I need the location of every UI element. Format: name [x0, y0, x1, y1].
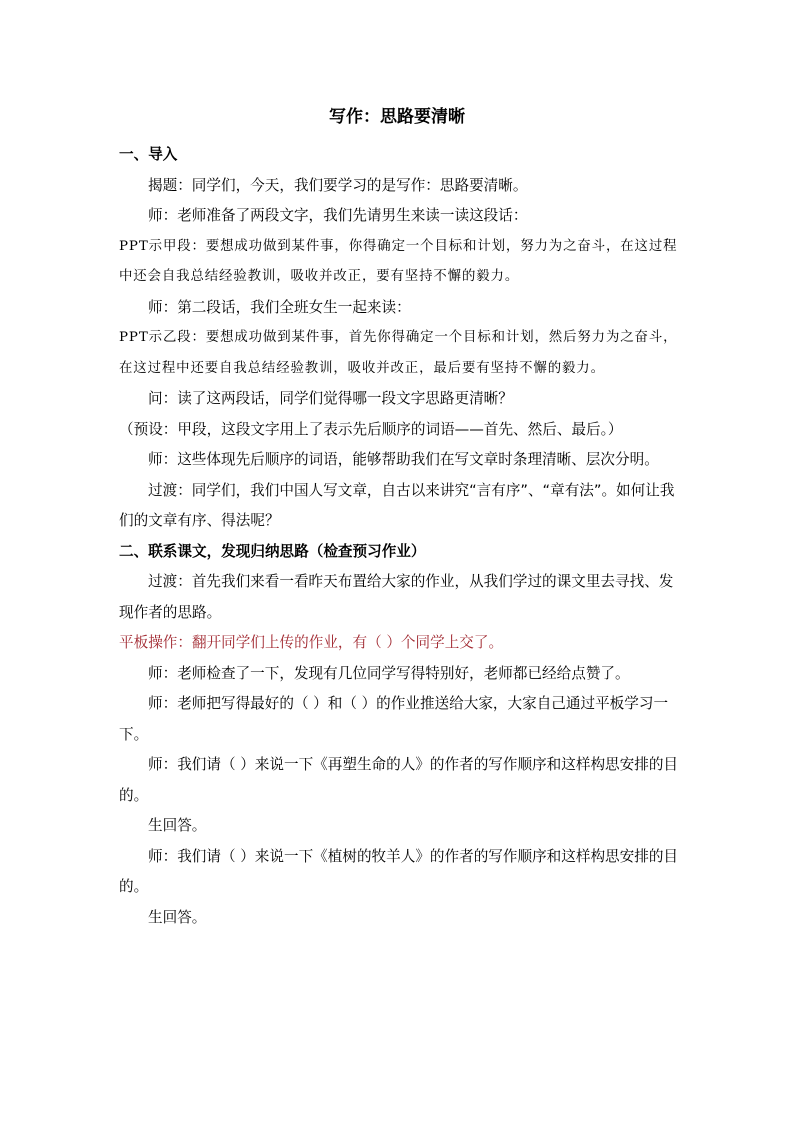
paragraph: 揭题：同学们，今天，我们要学习的是写作：思路要清晰。	[148, 176, 528, 194]
section-heading-intro: 一、导入	[119, 146, 178, 163]
paragraph: 过渡：同学们，我们中国人写文章，自古以来讲究“言有序”、“章有法”。如何让我们的文章有序、得法呢？	[119, 481, 675, 529]
paragraph-preset: （预设：甲段，这段文字用上了表示先后顺序的词语——首先、然后、最后。）	[119, 420, 623, 438]
paragraph: 生回答。	[148, 908, 207, 926]
section-heading-discover: 二、联系课文，发现归纳思路（检查预习作业）	[119, 542, 426, 560]
ppt-paragraph-a: PPT示甲段：要想成功做到某件事，你得确定一个目标和计划，努力为之奋斗，在这过程中还会自我总结经验教训，吸收并改正，要有坚持不懈的毅力。	[119, 238, 678, 284]
ppt-paragraph-b: PPT示乙段：要想成功做到某件事，首先你得确定一个目标和计划，然后努力为之奋斗，在这过程中还要自我总结经验教训，吸收并改正，最后要有坚持不懈的毅力。	[119, 330, 678, 376]
paragraph: 师：第二段话，我们全班女生一起来读：	[148, 298, 411, 316]
paragraph: 师：老师检查了一下，发现有几位同学写得特别好，老师都已经给点赞了。	[148, 664, 630, 682]
paragraph: 师：我们请（ ）来说一下《植树的牧羊人》的作者的写作顺序和这样构思安排的目的。	[119, 847, 679, 895]
paragraph: 师：这些体现先后顺序的词语，能够帮助我们在写文章时条理清晰、层次分明。	[148, 451, 659, 468]
paragraph: 师：我们请（ ）来说一下《再塑生命的人》的作者的写作顺序和这样构思安排的目的。	[119, 756, 679, 804]
paragraph: 问：读了这两段话，同学们觉得哪一段文字思路更清晰？	[148, 390, 513, 407]
paragraph: 生回答。	[148, 817, 207, 834]
document-body	[119, 140, 679, 933]
tablet-operation-note: 平板操作：翻开同学们上传的作业，有（ ）个同学上交了。	[119, 634, 504, 651]
paragraph: 师：老师准备了两段文字，我们先请男生来读一读这段话：	[148, 207, 528, 224]
paragraph: 过渡：首先我们来看一看昨天布置给大家的作业，从我们学过的课文里去寻找、发现作者的思路。	[119, 573, 674, 621]
paragraph: 师：老师把写得最好的（ ）和（ ）的作业推送给大家，大家自己通过平板学习一下。	[119, 695, 669, 743]
document-title: 写作：思路要清晰	[329, 107, 465, 127]
